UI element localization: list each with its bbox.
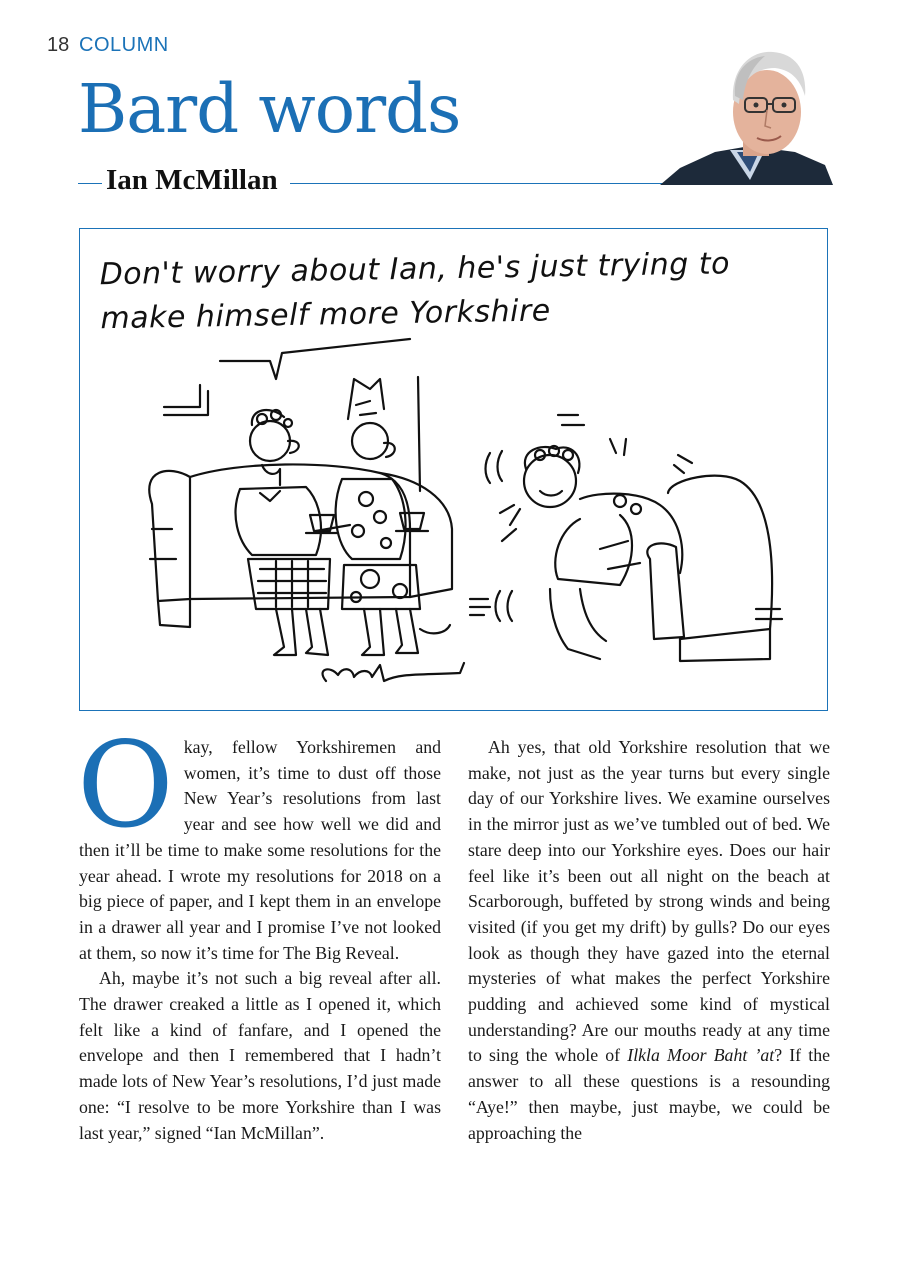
drop-cap: O bbox=[77, 716, 174, 854]
paragraph-1-text: kay, fellow Yorkshiremen and women, it’s time to dust off those New Year’s resolutions from last year and see how well we did and then it’ll be time to make some resolutions for the year ahead. I wrote my resolutions for 2018 on a big piece of paper, and I kept them in an envelope in a drawer all year and I promise I’ve not looked at them, so now it’s time for The Big Reveal. bbox=[79, 737, 441, 963]
paragraph-3 bbox=[468, 735, 830, 1146]
paragraph-1 bbox=[77, 716, 441, 966]
cartoon-caption: Don't worry about Ian, he's just trying to make himself more Yorkshire bbox=[99, 246, 731, 337]
page-number: 18 bbox=[47, 34, 70, 56]
byline-dash bbox=[78, 183, 102, 184]
section-label: COLUMN bbox=[79, 34, 169, 56]
author-name: Ian McMillan bbox=[106, 164, 278, 196]
cartoon-drawing bbox=[80, 229, 828, 711]
author-portrait bbox=[655, 40, 833, 185]
paragraph-2: Ah, maybe it’s not such a big reveal after all. The drawer creaked a little as I opened it, which felt like a kind of fanfare, and I opened the envelope and then I remembered that I hadn’t made lots of New Year’s resolutions, I’d just made one: “I resolve to be more Yorkshire than I was last year,” signed “Ian McMillan”. bbox=[79, 968, 441, 1143]
article-column-1 bbox=[77, 716, 441, 1146]
page-title: Bard words bbox=[78, 70, 461, 148]
paragraph-3-text-a: Ah yes, that old Yorkshire resolution that we make, not just as the year turns but every single day of our Yorkshire lives. We examine ourselves in the mirror just as we’ve tumbled out of bed. We stare deep into our Yorkshire eyes. Does our hair feel like it’s been out all night on the beach at Scarborough, buffeted by strong winds and being visited (if you get my drift) by gulls? Do our eyes look as though they have gazed into the eternal mysteries of what makes the perfect Yorkshire pudding and achieved some kind of mystical understanding? Are our mouths ready at any time to sing the whole of bbox=[468, 737, 830, 1066]
paragraph-3-text-b: ? If the answer to all these questions is a resounding “Aye!” then maybe, just maybe, we could be approaching the bbox=[468, 1045, 830, 1143]
cartoon bbox=[79, 228, 828, 711]
article-column-2 bbox=[468, 735, 830, 1146]
song-title: Ilkla Moor Baht ’at bbox=[627, 1045, 775, 1066]
